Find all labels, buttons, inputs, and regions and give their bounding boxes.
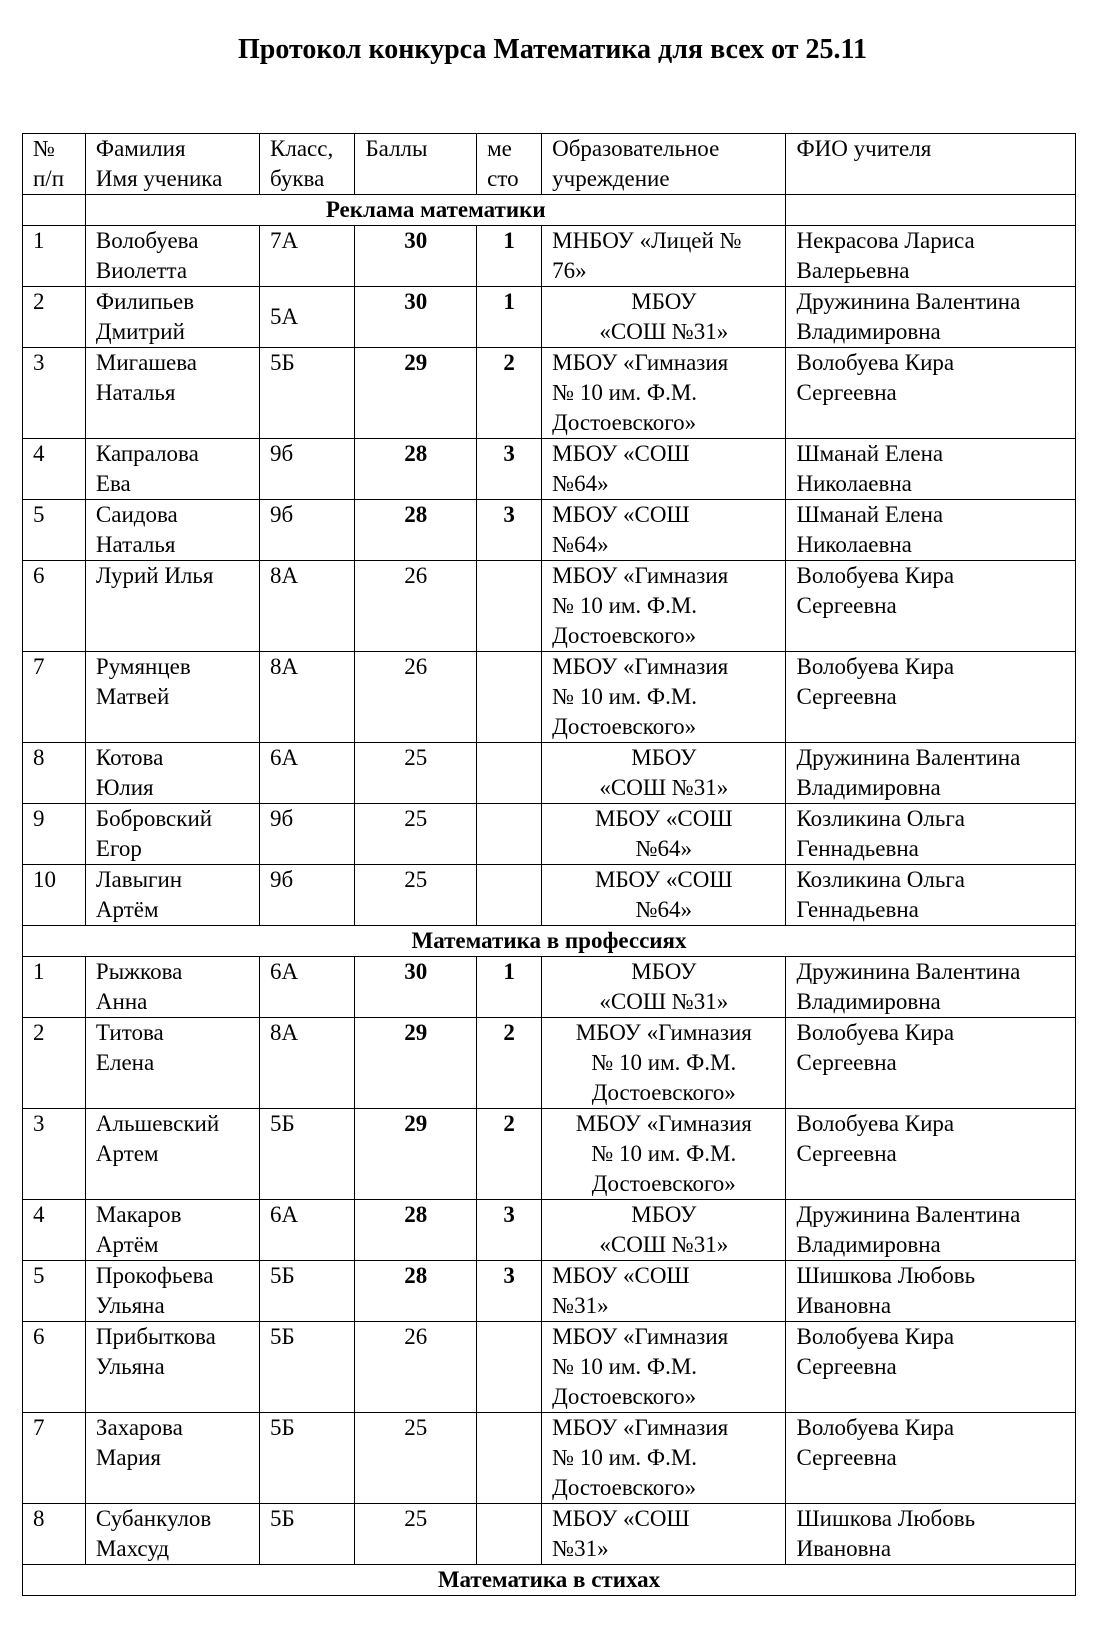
row-name: Филипьев Дмитрий [85,287,259,348]
header-num: № п/п [23,134,86,195]
row-name: Лурий Илья [85,561,259,652]
header-row [23,134,1076,195]
row-school: МБОУ «СОШ №31» [542,287,786,348]
table-row [23,1018,1076,1109]
row-class: 8А [260,1018,355,1109]
row-name: Макаров Артём [85,1200,259,1261]
header-place: ме сто [477,134,542,195]
row-name: Рыжкова Анна [85,957,259,1018]
row-num: 7 [23,652,86,743]
row-name: Лавыгин Артём [85,865,259,926]
row-teacher: Шманай Елена Николаевна [786,439,1076,500]
header-name: Фамилия Имя ученика [85,134,259,195]
row-place: 1 [477,226,542,287]
table-row [23,1200,1076,1261]
row-score: 25 [355,1504,477,1565]
row-teacher: Козликина Ольга Геннадьевна [786,804,1076,865]
row-score: 30 [355,957,477,1018]
row-teacher: Козликина Ольга Геннадьевна [786,865,1076,926]
row-school: МБОУ «СОШ №31» [542,743,786,804]
section-title: Математика в стихах [23,1565,1076,1596]
row-teacher: Волобуева Кира Сергеевна [786,1413,1076,1504]
row-school: МБОУ «СОШ №64» [542,865,786,926]
row-num: 3 [23,1109,86,1200]
row-num: 9 [23,804,86,865]
row-class: 5Б [260,1504,355,1565]
row-class: 8А [260,561,355,652]
row-class: 5Б [260,348,355,439]
row-teacher: Шишкова Любовь Ивановна [786,1504,1076,1565]
row-teacher: Волобуева Кира Сергеевна [786,652,1076,743]
row-name: Прокофьева Ульяна [85,1261,259,1322]
row-class: 6А [260,957,355,1018]
header-score: Баллы [355,134,477,195]
row-score: 29 [355,1018,477,1109]
row-school: МБОУ «Гимназия № 10 им. Ф.М. Достоевского» [542,1109,786,1200]
row-name: Прибыткова Ульяна [85,1322,259,1413]
row-place: 3 [477,1200,542,1261]
row-place: 2 [477,1109,542,1200]
table-row [23,439,1076,500]
header-teacher: ФИО учителя [786,134,1076,195]
row-teacher: Шишкова Любовь Ивановна [786,1261,1076,1322]
row-class: 9б [260,804,355,865]
row-num: 5 [23,500,86,561]
row-school: МБОУ «СОШ №31» [542,1200,786,1261]
row-place [477,561,542,652]
section-title: Математика в профессиях [23,926,1076,957]
table-row [23,348,1076,439]
row-name: Капралова Ева [85,439,259,500]
row-school: МБОУ «СОШ №31» [542,1261,786,1322]
row-school: МНБОУ «Лицей № 76» [542,226,786,287]
row-teacher: Волобуева Кира Сергеевна [786,348,1076,439]
row-score: 25 [355,743,477,804]
row-num: 1 [23,957,86,1018]
row-name: Захарова Мария [85,1413,259,1504]
row-school: МБОУ «Гимназия № 10 им. Ф.М. Достоевского» [542,1413,786,1504]
row-school: МБОУ «СОШ №64» [542,500,786,561]
table-row [23,1261,1076,1322]
row-school: МБОУ «Гимназия № 10 им. Ф.М. Достоевского» [542,561,786,652]
row-num: 4 [23,439,86,500]
table-row [23,865,1076,926]
table-row [23,287,1076,348]
row-school: МБОУ «Гимназия № 10 им. Ф.М. Достоевского» [542,1322,786,1413]
row-name: Румянцев Матвей [85,652,259,743]
row-class: 5Б [260,1261,355,1322]
table-row [23,561,1076,652]
row-place [477,1322,542,1413]
table-row [23,652,1076,743]
row-score: 26 [355,652,477,743]
row-place: 3 [477,500,542,561]
row-class: 5А [260,287,355,348]
table-row [23,500,1076,561]
row-teacher: Волобуева Кира Сергеевна [786,1018,1076,1109]
row-place [477,652,542,743]
row-place [477,1504,542,1565]
row-num: 7 [23,1413,86,1504]
row-teacher: Дружинина Валентина Владимировна [786,957,1076,1018]
row-num: 3 [23,348,86,439]
row-score: 28 [355,1200,477,1261]
row-place: 1 [477,957,542,1018]
row-num: 4 [23,1200,86,1261]
row-teacher: Дружинина Валентина Владимировна [786,1200,1076,1261]
row-class: 9б [260,865,355,926]
row-score: 29 [355,348,477,439]
section-row [23,195,1076,226]
row-num: 8 [23,1504,86,1565]
row-num: 6 [23,1322,86,1413]
row-score: 25 [355,865,477,926]
row-school: МБОУ «Гимназия № 10 им. Ф.М. Достоевского» [542,348,786,439]
row-teacher: Волобуева Кира Сергеевна [786,1322,1076,1413]
section-row [23,1565,1076,1596]
row-class: 6А [260,743,355,804]
row-class: 9б [260,500,355,561]
row-name: Бобровский Егор [85,804,259,865]
row-place [477,804,542,865]
row-place: 3 [477,439,542,500]
row-score: 26 [355,1322,477,1413]
row-place [477,743,542,804]
row-teacher: Волобуева Кира Сергеевна [786,1109,1076,1200]
row-score: 25 [355,804,477,865]
table-row [23,957,1076,1018]
table-row [23,1322,1076,1413]
header-school: Образовательное учреждение [542,134,786,195]
table-row [23,1109,1076,1200]
row-score: 30 [355,226,477,287]
row-score: 29 [355,1109,477,1200]
row-class: 5Б [260,1413,355,1504]
row-num: 5 [23,1261,86,1322]
row-score: 28 [355,500,477,561]
row-score: 28 [355,439,477,500]
table-row [23,1413,1076,1504]
row-place [477,1413,542,1504]
section-blank-cell [23,195,86,226]
row-num: 2 [23,287,86,348]
row-score: 28 [355,1261,477,1322]
row-place: 3 [477,1261,542,1322]
row-school: МБОУ «СОШ №64» [542,804,786,865]
table-row [23,743,1076,804]
row-name: Мигашева Наталья [85,348,259,439]
row-num: 2 [23,1018,86,1109]
page-title: Протокол конкурса Математика для всех от 25.11 [237,34,868,65]
row-teacher: Волобуева Кира Сергеевна [786,561,1076,652]
row-num: 8 [23,743,86,804]
row-class: 6А [260,1200,355,1261]
header-class: Класс, буква [260,134,355,195]
row-class: 7А [260,226,355,287]
section-blank-cell [786,195,1076,226]
row-teacher: Некрасова Лариса Валерьевна [786,226,1076,287]
row-score: 30 [355,287,477,348]
row-class: 5Б [260,1322,355,1413]
row-place: 1 [477,287,542,348]
row-score: 26 [355,561,477,652]
row-class: 9б [260,439,355,500]
row-place [477,865,542,926]
row-school: МБОУ «СОШ №31» [542,1504,786,1565]
row-num: 1 [23,226,86,287]
results-table [22,133,1076,1596]
row-num: 10 [23,865,86,926]
row-name: Волобуева Виолетта [85,226,259,287]
row-teacher: Дружинина Валентина Владимировна [786,287,1076,348]
row-teacher: Дружинина Валентина Владимировна [786,743,1076,804]
row-name: Титова Елена [85,1018,259,1109]
row-teacher: Шманай Елена Николаевна [786,500,1076,561]
row-place: 2 [477,1018,542,1109]
row-school: МБОУ «СОШ №31» [542,957,786,1018]
row-name: Субанкулов Махсуд [85,1504,259,1565]
row-school: МБОУ «Гимназия № 10 им. Ф.М. Достоевского» [542,652,786,743]
row-name: Саидова Наталья [85,500,259,561]
row-name: Альшевский Артем [85,1109,259,1200]
row-score: 25 [355,1413,477,1504]
row-class: 8А [260,652,355,743]
row-place: 2 [477,348,542,439]
table-row [23,804,1076,865]
section-title: Реклама математики [85,195,786,226]
table-row [23,1504,1076,1565]
table-row [23,226,1076,287]
row-num: 6 [23,561,86,652]
section-row [23,926,1076,957]
row-school: МБОУ «Гимназия № 10 им. Ф.М. Достоевского» [542,1018,786,1109]
row-school: МБОУ «СОШ №64» [542,439,786,500]
row-name: Котова Юлия [85,743,259,804]
row-class: 5Б [260,1109,355,1200]
